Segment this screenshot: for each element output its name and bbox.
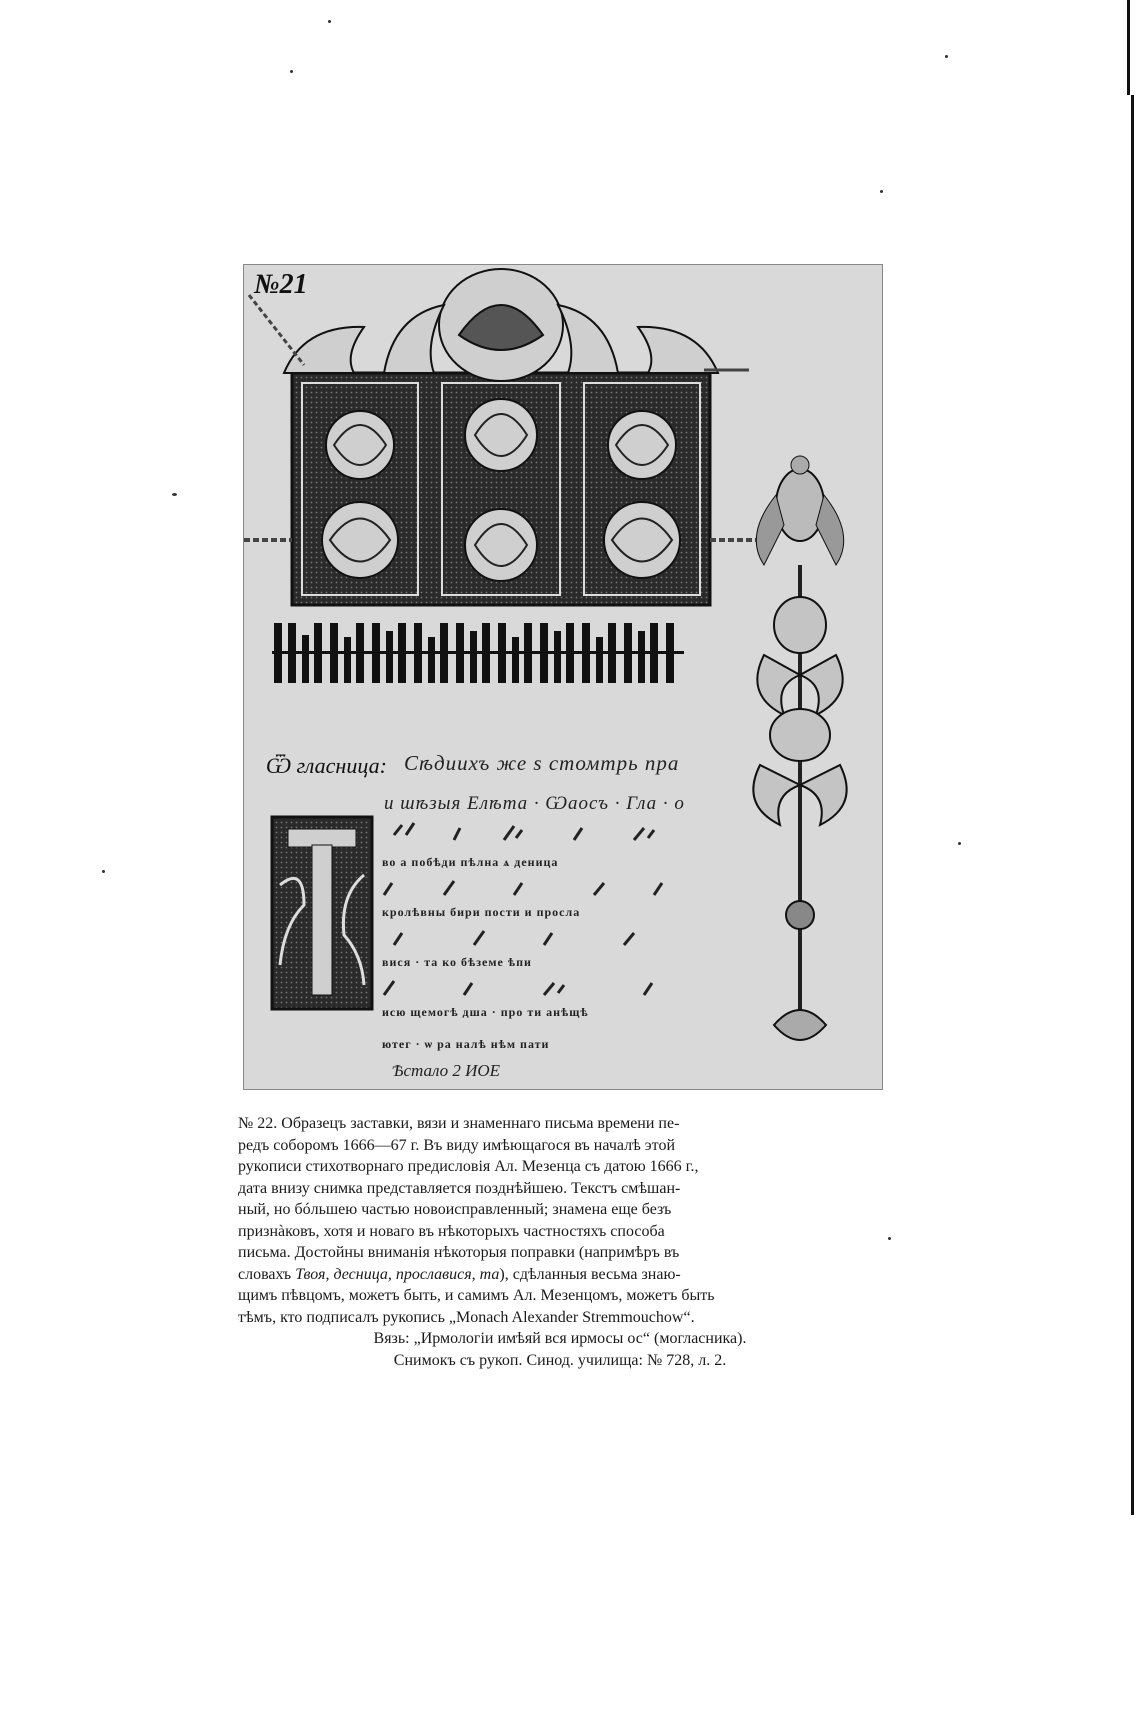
manuscript-line: Сѣдиихъ же ѕ стомтрь пра — [404, 751, 680, 775]
plate-number: №21 — [254, 269, 308, 300]
manuscript-line: вися · та ко бѣземе ѣпи — [382, 955, 532, 969]
illuminated-initial — [272, 817, 372, 1009]
scan-edge-line — [1131, 95, 1134, 1515]
caption-line: тѣмъ, кто подписалъ рукопись „Monach Alexander Stremmouchow“. — [238, 1308, 695, 1326]
manuscript-plate — [243, 264, 883, 1090]
manuscript-line: исю щемогѣ дша · про ти анѣщѣ — [382, 1005, 589, 1019]
scan-speck — [880, 190, 883, 193]
caption-line: ный, но бóльшею частью новоисправленный; знамена еще безъ — [238, 1201, 672, 1218]
scan-edge-line — [1127, 0, 1130, 95]
caption-line: редъ соборомъ 1666—67 г. Въ виду имѣющагося въ началѣ этой — [238, 1136, 675, 1154]
manuscript-ornament — [244, 265, 882, 1089]
scan-speck — [945, 55, 948, 58]
caption-italic-word: прославися, — [395, 1265, 476, 1283]
caption-viaz: Вязь: „Ирмологіи имѣяй вся ирмосы ос“ (могласника). — [373, 1330, 747, 1347]
border-ornament — [753, 456, 846, 1040]
caption-text: словахъ — [238, 1265, 292, 1283]
rubric-label: Ѿ гласница: — [266, 753, 387, 778]
caption-italic-word: та — [479, 1265, 500, 1283]
caption-italic-word: Твоя, — [295, 1265, 330, 1283]
scan-speck — [290, 70, 293, 73]
caption-line: дата внизу снимка представляется позднѣйшею. Текстъ смѣшан- — [238, 1179, 681, 1197]
date-signature: Ѣстало 2 ИОЕ — [392, 1061, 501, 1080]
caption-line-mixed — [238, 1264, 882, 1286]
caption-source: Снимокъ съ рукоп. Синод. училища: № 728, л. 2. — [393, 1351, 727, 1369]
caption-italic-word: десница, — [333, 1265, 392, 1283]
figure-caption — [238, 1113, 882, 1371]
manuscript-line: во а побѣди пѣлна ѧ деница — [382, 855, 559, 869]
manuscript-line: ютег · ѡ ра налѣ нѣм пати — [382, 1037, 550, 1051]
caption-line: письма. Достойны вниманія нѣкоторыя поправки (напримѣръ въ — [238, 1244, 680, 1261]
scan-speck — [958, 842, 961, 845]
scan-speck — [328, 20, 331, 23]
caption-line: щимъ пѣвцомъ, можетъ быть, и самимъ Ал. Мезенцомъ, можетъ быть — [238, 1287, 715, 1304]
manuscript-line: кролѣвны бири пости и просла — [382, 905, 581, 919]
caption-line: рукописи стихотворнаго предисловія Ал. Мезенца съ датою 1666 г., — [238, 1158, 699, 1175]
scan-speck — [888, 1237, 891, 1240]
caption-text: ), сдѣланныя весьма знаю- — [499, 1265, 681, 1283]
caption-line: признàковъ, хотя и новаго въ нѣкоторыхъ частностяхъ способа — [238, 1222, 665, 1240]
scan-speck — [172, 493, 177, 496]
manuscript-line: и шѣзыя Елѣта · Ѡаосъ · Гла · о — [384, 793, 685, 814]
caption-line: № 22. Образецъ заставки, вязи и знаменнаго письма времени пе- — [238, 1115, 680, 1132]
headpiece-ornament — [244, 269, 764, 605]
scan-speck — [102, 870, 105, 873]
viaz-title-band — [272, 621, 684, 685]
